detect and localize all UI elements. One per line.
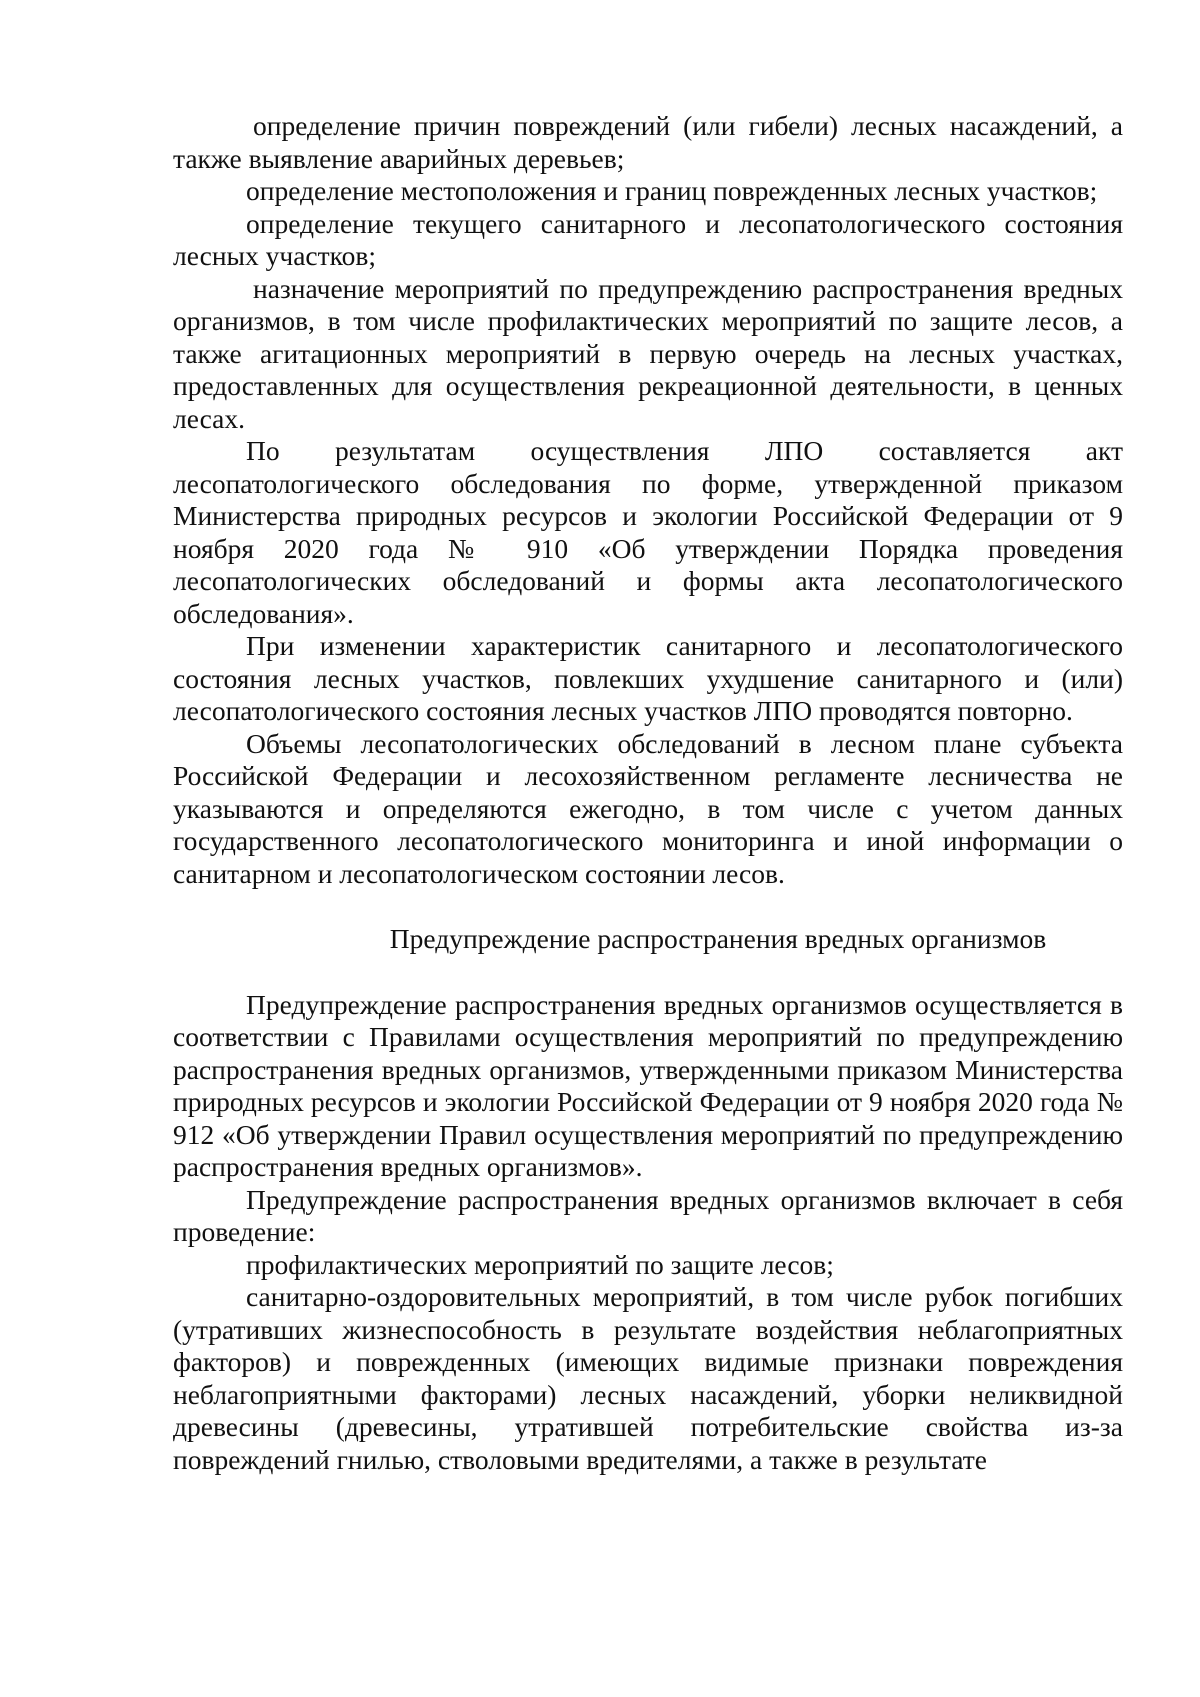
paragraph-prevention-includes: Предупреждение распространения вредных организмов включает в себя проведение: [173,1183,1123,1247]
paragraph-damage-causes: определение причин повреждений (или гибели) лесных насаждений, а также выявление аварийных деревьев; [173,110,1123,174]
paragraph-preventive-measures: профилактических мероприятий по защите лесов; [246,1248,834,1280]
paragraph-sanitary-measures: санитарно-оздоровительных мероприятий, в том числе рубок погибших (утративших жизнеспособность в результате воздействия неблагоприятных факторов) и поврежденных (имеющих видимые признаки повреждения неблагоприятными факторами) лесных насаждений, уборки неликвидной древесины (древесины, утратившей потребительские свойства из-за повреждений гнилью, стволовыми вредителями, а также в результате [173,1281,1123,1475]
section-heading: Предупреждение распространения вредных организмов [389,923,1047,954]
paragraph-location-boundaries: определение местоположения и границ поврежденных лесных участков; [246,175,1098,206]
paragraph-survey-act: По результатам осуществления ЛПО составляется акт лесопатологического обследования по форме, утвержденной приказом Министерства природных ресурсов и экологии Российской Федерации от 9 ноября 2020 года № 910 «Об утверждении Порядка проведения лесопатологических обследований и формы акта лесопатологического обследования». [173,435,1123,629]
paragraph-measures-assignment: назначение мероприятий по предупреждению распространения вредных организмов, в том числе профилактических мероприятий по защите лесов, а также агитационных мероприятий в первую очередь на лесных участках, предоставленных для осуществления рекреационной деятельности, в ценных лесах. [173,272,1123,434]
paragraph-repeat-survey: При изменении характеристик санитарного и лесопатологического состояния лесных участков, повлекших ухудшение санитарного и (или) лесопатологического состояния лесных участков ЛПО проводятся повторно. [173,630,1123,726]
paragraph-survey-volumes: Объемы лесопатологических обследований в лесном плане субъекта Российской Федерации и лесохозяйственном регламенте лесничества не указываются и определяются ежегодно, в том числе с учетом данных государственного лесопатологического мониторинга и иной информации о санитарном и лесопатологическом состоянии лесов. [173,727,1123,889]
paragraph-prevention-rules: Предупреждение распространения вредных организмов осуществляется в соответствии с Правилами осуществления мероприятий по предупреждению распространения вредных организмов, утвержденными приказом Министерства природных ресурсов и экологии Российской Федерации от 9 ноября 2020 года № 912 «Об утверждении Правил осуществления мероприятий по предупреждению распространения вредных организмов». [173,988,1123,1182]
paragraph-current-state: определение текущего санитарного и лесопатологического состояния лесных участков; [173,207,1123,271]
document-page [173,110,1123,1476]
